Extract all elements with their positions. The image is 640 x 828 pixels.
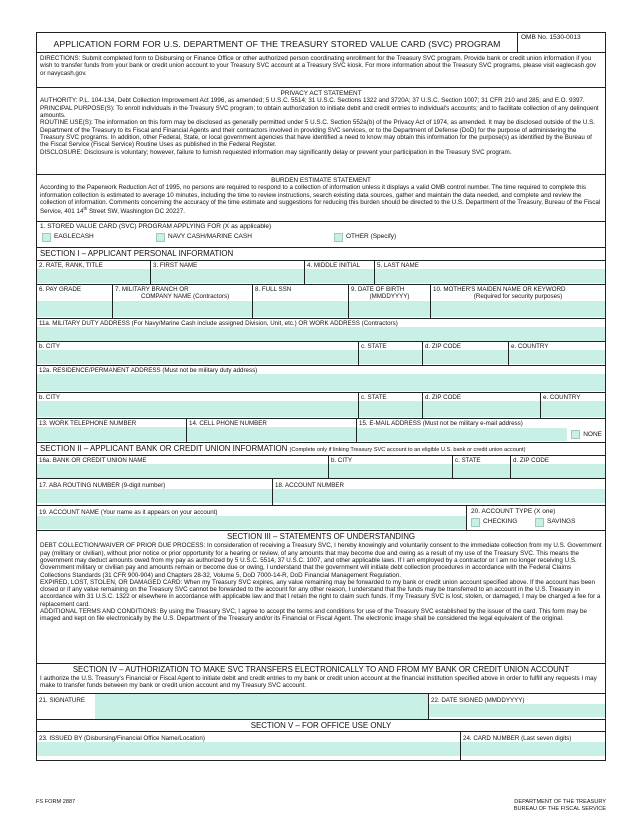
burden-row [37,175,605,222]
account-number-input[interactable] [273,489,605,503]
account-type-field [467,506,605,530]
ssn-input[interactable] [253,301,348,317]
section4-heading: SECTION IV – AUTHORIZATION TO MAKE SVC TRANSFERS ELECTRONICALLY TO AND FROM MY BANK OR CREDIT UNION ACCOUNT [72,665,570,674]
bank-name-input[interactable] [37,464,328,478]
duty-zip-field[interactable] [423,342,509,365]
maiden-name-field[interactable] [431,285,605,318]
option-navycash[interactable] [156,233,334,242]
checking-checkbox[interactable] [471,518,480,527]
duty-state-input[interactable] [359,350,422,364]
form-title: APPLICATION FORM FOR U.S. DEPARTMENT OF THE TREASURY STORED VALUE CARD (SVC) PROGRAM [53,38,501,49]
middle-initial-field[interactable] [305,261,375,284]
last-name-input[interactable] [375,269,605,283]
duty-address-field[interactable] [37,319,605,341]
dob-format-label: (MMDDYYYY) [369,293,410,301]
account-number-label: 18. ACCOUNT NUMBER [275,482,344,489]
section5-heading: SECTION V – FOR OFFICE USE ONLY [250,721,392,730]
bank-zip-input[interactable] [511,464,605,478]
residence-country-input[interactable] [541,401,605,417]
program-row [37,222,605,248]
duty-address-row [37,319,605,342]
residence-zip-input[interactable] [423,401,540,417]
residence-city-input[interactable] [37,401,358,417]
bank-state-field[interactable] [453,456,511,478]
section3-row [37,531,605,664]
section3-heading: SECTION III – STATEMENTS OF UNDERSTANDING [226,532,416,541]
duty-city-row [37,342,605,366]
rate-rank-label: 2. RATE, RANK, TITLE [39,262,103,269]
work-phone-input[interactable] [37,427,186,441]
rate-rank-input[interactable] [37,269,150,283]
email-label: 15. E-MAIL ADDRESS (Must not be military e-mail address) [359,420,523,427]
contact-row [37,419,605,443]
issued-by-label: 23. ISSUED BY (Disbursing/Financial Office Name/Location) [39,735,205,742]
company-name-label: COMPANY NAME (Contractors) [141,293,230,301]
section2-heading-row [37,443,605,456]
bank-state-label: c. STATE [455,457,481,464]
duty-address-label: 11a. MILITARY DUTY ADDRESS (For Navy/Marine Cash include assigned Division, Unit, etc.) OR WORK ADDRESS (Contractors) [39,320,398,327]
eaglecash-label: EAGLECASH [54,233,94,241]
signature-field[interactable] [37,694,429,719]
residence-address-input[interactable] [37,374,605,391]
privacy-purpose: PRINCIPAL PURPOSE(S): To enroll individuals in the Treasury SVC program; to obtain authorization to initiate debit and credit entries to individual's accounts; and to facilitate collection of any delinquent amounts. [40,104,599,120]
section2-heading-text: SECTION II – APPLICANT BANK OR CREDIT UNION INFORMATION [40,444,288,453]
directions-row [37,53,605,88]
name-row [37,261,605,285]
residence-address-row [37,366,605,393]
cell-phone-input[interactable] [187,427,356,441]
duty-zip-input[interactable] [423,350,508,364]
residence-state-input[interactable] [359,401,422,417]
pay-grade-field[interactable] [37,285,113,318]
email-none-label: NONE [583,430,602,438]
savings-label: SAVINGS [547,518,576,526]
account-type-label: 20. ACCOUNT TYPE (X one) [471,508,556,515]
form-number: FS FORM 2887 [36,799,76,805]
last-name-field[interactable] [375,261,605,284]
office-use-row [37,732,605,760]
burden-text-main: According to the Paperwork Reduction Act of 1995, no persons are required to respond to a collection of information unless it displays a valid OMB control number. The time required to complete this information collection is estimated to average 10 minutes, including the time to review instructions, search existing data sources, gather and maintain the data needed, and complete and review the collection of information. Comments concerning the accuracy of the time estimate and suggestions for reducing this burden should be directed to the U.S. Department of the Treasury, Bureau of the Fiscal Service, 401 14 [40,184,601,216]
residence-city-field[interactable] [37,393,359,418]
account-name-input[interactable] [37,516,466,529]
section4-row [37,664,605,694]
rate-rank-field[interactable] [37,261,151,284]
first-name-input[interactable] [151,269,304,283]
bank-row [37,456,605,479]
routing-row [37,479,605,506]
section3-statements [37,531,605,663]
military-branch-label: 7. MILITARY BRANCH OR [115,286,189,293]
signature-input[interactable] [95,694,428,719]
work-phone-field[interactable] [37,419,187,442]
routing-number-input[interactable] [37,489,272,503]
cell-phone-field[interactable] [187,419,357,442]
privacy-heading: PRIVACY ACT STATEMENT [280,90,362,97]
navycash-checkbox[interactable] [156,233,165,242]
section5-heading-row [37,720,605,732]
section1-heading: SECTION I – APPLICANT PERSONAL INFORMATION [40,249,234,258]
expired-card-text: EXPIRED, LOST, STOLEN, OR DAMAGED CARD: When my Treasury SVC expires, any value remaining may be forwarded to my bank or credit union account specified above. If the account has been closed or if any value remaining on the Treasury SVC cannot be forwarded to the account for any other reason, I understand that the funds may be transferred to an account in the U.S. Treasury in accordance with 31 U.S.C. 1322 or elsewhere in accordance with applicable law and that I retain the right to claim such funds. If my Treasury SVC is lost, stolen, or damaged, I may be charged a fee for a replacement card. [40,578,601,608]
program-field [37,222,605,247]
privacy-statement [37,88,605,174]
residence-zip-field[interactable] [423,393,541,418]
duty-state-field[interactable] [359,342,423,365]
bank-name-label: 16a. BANK OR CREDIT UNION NAME [39,457,147,464]
privacy-row [37,88,605,175]
account-name-field[interactable] [37,506,467,530]
date-signed-input[interactable] [429,704,605,717]
middle-initial-input[interactable] [305,269,374,283]
card-number-field[interactable] [461,732,605,760]
residence-state-field[interactable] [359,393,423,418]
pay-grade-label: 6. PAY GRADE [39,286,81,293]
eaglecash-checkbox[interactable] [42,233,51,242]
duty-city-label: b. CITY [39,343,60,350]
debt-collection-text: DEBT COLLECTION/WAIVER OF PRIOR DUE PROCESS: In consideration of receiving a Treasury SVC, I hereby knowingly and voluntarily consent to the immediate collection from my U.S. Government pay (military or civilian), without prior notice or prior opportunity for a hearing or review, of any amounts that may become due and owing as a result of my use of the Treasury SVC. This means the government may deduct amounts owed from my pay as authorized by 5 U.S.C. 5514, 37 U.S.C. 1007, and other applicable laws. If I am employed by a contractor or I am no longer receiving U.S. Government military or civilian pay and amounts remain or become due or owing, I understand that the government will initiate debt collection procedures in accordance with the Federal Claims Collections Standards (31 CFR 900-904) and Chapters 28-32, Volume 5, DoD 7000-14-R, DoD Financial Management Regulation. [40,542,602,579]
email-field[interactable] [357,419,605,442]
checking-option[interactable] [471,518,535,527]
identity-row [37,285,605,319]
bank-city-input[interactable] [329,464,452,478]
middle-initial-label: 4. MIDDLE INITIAL [307,262,360,269]
bank-zip-field[interactable] [511,456,605,478]
email-input[interactable] [357,428,567,441]
maiden-name-label: 10. MOTHER'S MAIDEN NAME OR KEYWORD [433,286,566,293]
savings-checkbox[interactable] [535,518,544,527]
military-branch-input[interactable] [113,301,252,317]
residence-country-label: e. COUNTRY [543,394,581,401]
signature-row [37,694,605,720]
duty-country-label: e. COUNTRY [511,343,549,350]
ssn-label: 8. FULL SSN [255,286,292,293]
department-name: DEPARTMENT OF THE TREASURY [514,799,606,805]
section2-heading [37,443,528,455]
first-name-label: 3. FIRST NAME [153,262,198,269]
other-label: OTHER (Specify) [346,233,397,241]
maiden-name-note: (Required for security purposes) [473,293,563,301]
residence-city-label: b. CITY [39,394,60,401]
residence-address-label: 12a. RESIDENCE/PERMANENT ADDRESS (Must not be military duty address) [39,367,258,374]
savings-option[interactable] [535,518,575,527]
card-number-label: 24. CARD NUMBER (Last seven digits) [463,735,572,742]
card-number-input[interactable] [461,742,605,756]
bank-zip-label: d. ZIP CODE [513,457,549,464]
burden-heading: BURDEN ESTIMATE STATEMENT [271,177,371,184]
account-number-field[interactable] [273,479,605,505]
duty-city-input[interactable] [37,350,358,364]
privacy-routine-use: ROUTINE USE(S): The information on this form may be disclosed as generally permitted under 5 U.S.C. Section 552a(b) of the Privacy Act of 1974, as amended. It may be disclosed outside of the U.S. Department of the Treasury to its Fiscal and Financial Agents and their contractors involved in providing SVC services, or to the Department of Defense (DoD) for the purpose of administering the Treasury SVC programs. In addition, other Federal, State, or local government agencies that have identified a need to know may obtain this information for the purpose(s) as identified by the Bureau of the Fiscal Service (Fiscal Service) Routine Uses as published in the Federal Register. [40,119,596,149]
dob-label: 9. DATE OF BIRTH [351,286,405,293]
last-name-label: 5. LAST NAME [377,262,419,269]
duty-state-label: c. STATE [361,343,387,350]
bank-state-input[interactable] [453,464,510,478]
additional-terms-text: ADDITIONAL TERMS AND CONDITIONS: By using the Treasury SVC, I agree to accept the terms and conditions for use of the Treasury SVC established by the issuer of the card. This form may be imaged and kept on file electronically by the U.S. Department of the Treasury and/or its Financial or Fiscal Agent. The electronic image shall be considered the legal equivalent of the original. [40,608,587,623]
issuing-agency [514,799,606,812]
other-checkbox[interactable] [334,233,343,242]
first-name-field[interactable] [151,261,305,284]
ssn-field[interactable] [253,285,349,318]
burden-text-sup: th [83,206,88,212]
burden-text-end: Street SW, Washington DC 20227. [87,208,185,216]
cell-phone-label: 14. CELL PHONE NUMBER [189,420,267,427]
checking-label: CHECKING [483,518,518,526]
residence-zip-label: d. ZIP CODE [425,394,461,401]
email-none-checkbox[interactable] [571,430,580,439]
pay-grade-input[interactable] [37,301,112,317]
signature-label: 21. SIGNATURE [39,697,85,704]
dob-input[interactable] [349,301,430,317]
email-none-option[interactable] [567,430,605,439]
dob-field[interactable] [349,285,431,318]
routing-number-label: 17. ABA ROUTING NUMBER (9-digit number) [39,482,166,489]
bank-name-field[interactable] [37,456,329,478]
residence-state-label: c. STATE [361,394,387,401]
option-eaglecash[interactable] [42,233,156,242]
section1-heading-row [37,248,605,261]
privacy-disclosure: DISCLOSURE: Disclosure is voluntary; however, failure to furnish requested information may significantly delay or prevent your participation in the Treasury SVC program. [40,148,512,156]
form-page [36,32,606,761]
duty-country-input[interactable] [509,350,605,364]
work-phone-label: 13. WORK TELEPHONE NUMBER [39,420,137,427]
form-footer [36,799,606,812]
section4-text: I authorize the U.S. Treasury's Financial or Fiscal Agent to initiate debit and credit entries to my bank or credit union account at the financial institution specified above in order to fulfill any requests I may make to transfer funds between my bank or credit union account and my Treasury SVC account. [40,675,597,690]
bureau-name: BUREAU OF THE FISCAL SERVICE [513,805,606,812]
program-label: 1. STORED VALUE CARD (SVC) PROGRAM APPLYING FOR (X as applicable) [40,223,272,230]
account-name-label: 19. ACCOUNT NAME (Your name as it appears on your account) [39,509,218,516]
section2-heading-note: (Complete only if linking Treasury SVC account to an eligible U.S. bank or credit union account) [289,447,526,453]
burden-statement [37,175,605,221]
section4-authorization [37,664,605,693]
military-branch-field[interactable] [113,285,253,318]
duty-zip-label: d. ZIP CODE [425,343,461,350]
duty-address-input[interactable] [37,327,605,341]
residence-address-field[interactable] [37,366,605,392]
option-other[interactable] [334,233,396,242]
omb-number: OMB No. 1530-0013 [517,33,605,52]
maiden-name-input[interactable] [431,301,605,317]
directions-text: DIRECTIONS: Submit completed form to Disbursing or Finance Office or other authorized person coordinating enrollment for the Treasury SVC program. Provide bank or credit union information if you wish to transfer funds from your bank or credit union account to your Treasury SVC account at a Treasury SVC kiosk. For more information about the Treasury SVC programs, please visit eaglecash.gov or navycash.gov. [40,55,597,77]
duty-country-field[interactable] [509,342,605,365]
bank-city-field[interactable] [329,456,453,478]
navycash-label: NAVY CASH/MARINE CASH [168,233,252,241]
issued-by-input[interactable] [37,742,460,756]
issued-by-field[interactable] [37,732,461,760]
date-signed-label: 22. DATE SIGNED (MMDDYYYY) [431,697,525,704]
burden-text [40,184,602,215]
privacy-authority: AUTHORITY: P.L. 104-134, Debt Collection Improvement Act 1996, as amended; 5 U.S.C. 5514; 31 U.S.C. Sections 1322 and 3720A; 37 U.S.C. Section 1007; 31 CFR 210 and 285; and E.O. 9397. [40,97,585,105]
form-title-row [37,33,605,53]
residence-country-field[interactable] [541,393,605,418]
account-name-row [37,506,605,531]
date-signed-field[interactable] [429,694,605,719]
duty-city-field[interactable] [37,342,359,365]
routing-number-field[interactable] [37,479,273,505]
bank-city-label: b. CITY [331,457,352,464]
residence-city-row [37,393,605,419]
